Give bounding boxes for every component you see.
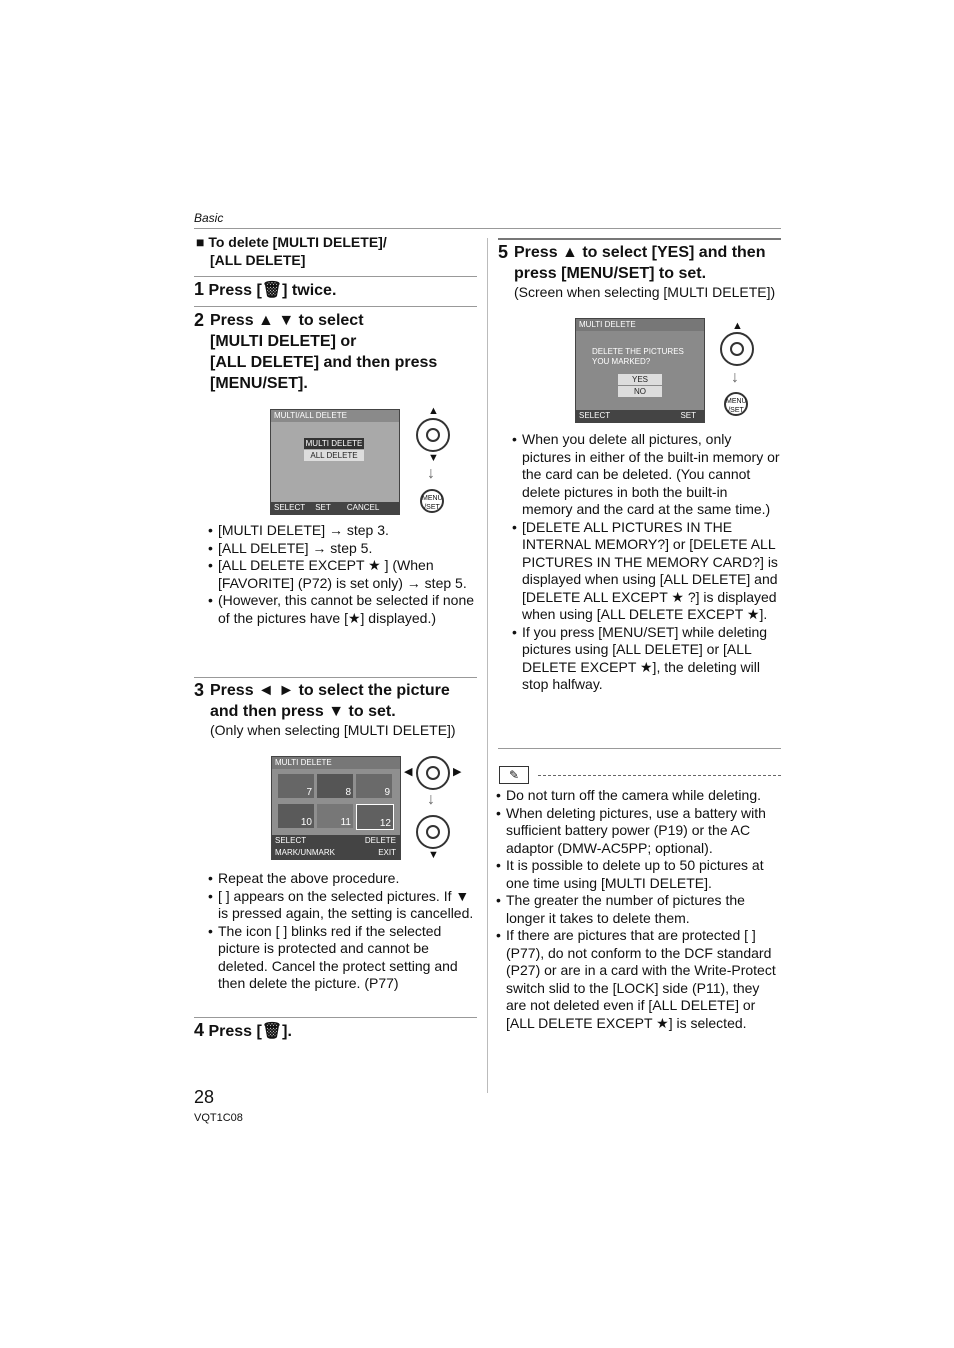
screen-option-no: NO bbox=[618, 386, 662, 397]
down-arrow-icon: ▼ bbox=[428, 849, 439, 861]
list-item: • [ALL DELETE EXCEPT ★ ] (When [FAVORITE] (P72) is set only) → step 5. bbox=[208, 557, 476, 592]
trash-icon: 🗑 bbox=[261, 1023, 283, 1040]
step-5-note: (Screen when selecting [MULTI DELETE]) bbox=[514, 284, 776, 300]
list-item: • [DELETE ALL PICTURES IN THE INTERNAL MEMORY?] or [DELETE ALL PICTURES IN THE MEMORY CARD?] is displayed when using [ALL DELETE] and [DELETE ALL EXCEPT ★ ?] is displayed when using [ALL DELETE EXCEPT ★]. bbox=[512, 519, 780, 624]
camera-screen-multi-all-delete bbox=[270, 409, 400, 515]
screen-footer-exit: EXIT bbox=[378, 848, 396, 857]
step-3-notes bbox=[208, 870, 476, 993]
cursor-dial-icon bbox=[416, 418, 450, 452]
up-arrow-icon: ▲ bbox=[428, 405, 439, 417]
list-item-continuation: • (However, this cannot be selected if none of the pictures have [★] displayed.) bbox=[208, 592, 476, 627]
column-divider bbox=[487, 238, 488, 1093]
screen-footer-set: SET bbox=[680, 411, 696, 420]
step-2-line: [ALL DELETE] and then press bbox=[210, 354, 438, 371]
list-item: • When deleting pictures, use a battery with sufficient battery power (P19) or the AC adaptor (DMW-AC5PP; optional). bbox=[496, 805, 780, 858]
rule bbox=[498, 748, 781, 749]
step-1-text-end: ] twice. bbox=[282, 282, 337, 299]
rule bbox=[194, 677, 477, 678]
list-item: • It is possible to delete up to 50 pictures at one time using [MULTI DELETE]. bbox=[496, 857, 780, 892]
step-4 bbox=[194, 1020, 292, 1042]
step-4-text-end: ]. bbox=[282, 1023, 292, 1040]
sub-heading-line2: [ALL DELETE] bbox=[210, 252, 306, 268]
flow-arrow-icon: ↓ bbox=[427, 791, 435, 808]
screen-question: DELETE THE PICTURES bbox=[592, 347, 684, 356]
step-3-note: (Only when selecting [MULTI DELETE]) bbox=[210, 722, 456, 738]
page-number: 28 bbox=[194, 1087, 215, 1107]
list-item: • If there are pictures that are protected [ ] (P77), do not conform to the DCF standard (P27) or are in a card with the Write-Protect switch slid to the [LOCK] side (P11), they are not deleted even if [ALL DELETE] or [ALL DELETE EXCEPT ★] is selected. bbox=[496, 927, 780, 1032]
step-number: 4 bbox=[194, 1020, 205, 1040]
left-arrow-icon: ◀ bbox=[404, 766, 413, 778]
list-item: • [MULTI DELETE] → step 3. bbox=[208, 522, 476, 540]
list-item: • The icon [ ] blinks red if the selected picture is protected and cannot be deleted. Cancel the protect setting and then delete the picture. (P77) bbox=[208, 923, 476, 993]
screen-option-yes: YES bbox=[618, 374, 662, 385]
step-2-line: [MENU/SET]. bbox=[210, 375, 308, 392]
rule bbox=[194, 306, 477, 307]
screen-footer-mark: MARK/UNMARK bbox=[275, 848, 336, 857]
screen-footer-select: SELECT bbox=[274, 503, 305, 512]
screen-footer-select: SELECT bbox=[275, 836, 307, 845]
step-number: 3 bbox=[194, 680, 205, 700]
notes-list bbox=[496, 787, 780, 1032]
flow-arrow-icon: ↓ bbox=[731, 369, 739, 386]
screen-footer-set: SET bbox=[315, 503, 331, 512]
rule bbox=[194, 276, 477, 277]
step-3-line: and then press ▼ to set. bbox=[210, 703, 396, 720]
rule bbox=[498, 238, 781, 240]
note-icon: ✎ bbox=[499, 766, 529, 784]
step-5-line: Press ▲ to select [YES] and then bbox=[514, 244, 766, 261]
step-2-line: Press ▲ ▼ to select bbox=[210, 312, 364, 329]
flow-arrow-icon: ↓ bbox=[427, 465, 435, 482]
thumbnail-selected: 12 bbox=[356, 804, 394, 830]
thumbnail: 9 bbox=[356, 774, 392, 798]
step-number: 1 bbox=[194, 279, 205, 299]
section-label: Basic bbox=[194, 211, 224, 225]
screen-title: MULTI DELETE bbox=[272, 757, 400, 769]
sub-heading-line1: ■ To delete [MULTI DELETE]/ bbox=[196, 234, 387, 250]
thumbnail: 8 bbox=[317, 774, 353, 798]
right-arrow-icon: ▶ bbox=[453, 766, 462, 778]
camera-screen-confirm bbox=[575, 318, 705, 423]
list-item: • Repeat the above procedure. bbox=[208, 870, 476, 888]
trash-icon: 🗑 bbox=[261, 282, 283, 299]
screen-option: ALL DELETE bbox=[304, 450, 364, 461]
step-1 bbox=[194, 279, 336, 301]
up-arrow-icon: ▲ bbox=[732, 320, 743, 332]
header-rule bbox=[194, 228, 781, 229]
menu-set-button-icon: MENU /SET bbox=[724, 392, 748, 416]
step-1-text: Press [ bbox=[208, 282, 262, 299]
list-item: • [ALL DELETE] → step 5. bbox=[208, 540, 476, 558]
step-2-line: [MULTI DELETE] or bbox=[210, 333, 357, 350]
dashed-rule bbox=[538, 775, 781, 776]
step-number: 2 bbox=[194, 310, 205, 330]
list-item: • Do not turn off the camera while deleting. bbox=[496, 787, 780, 805]
screen-footer-select: SELECT bbox=[579, 411, 611, 420]
cursor-dial-icon bbox=[720, 332, 754, 366]
rule bbox=[194, 1017, 477, 1018]
thumbnail: 7 bbox=[278, 774, 314, 798]
cursor-dial-icon bbox=[416, 756, 450, 790]
screen-question: YOU MARKED? bbox=[592, 357, 651, 366]
list-item: • The greater the number of pictures the longer it takes to delete them. bbox=[496, 892, 780, 927]
camera-screen-multi-delete bbox=[271, 756, 401, 860]
screen-title: MULTI DELETE bbox=[576, 319, 704, 331]
step-5-notes bbox=[512, 431, 780, 694]
thumbnail: 11 bbox=[317, 804, 353, 828]
step-3-line: Press ◄ ► to select the picture bbox=[210, 682, 450, 699]
down-arrow-icon: ▼ bbox=[428, 452, 439, 464]
screen-footer-delete: DELETE bbox=[364, 836, 396, 845]
step-5-line: press [MENU/SET] to set. bbox=[514, 265, 707, 282]
list-item: • When you delete all pictures, only pictures in either of the built-in memory or the card can be deleted. (You cannot delete pictures in both the built-in memory and the card at the same time.) bbox=[512, 431, 780, 519]
screen-title: MULTI/ALL DELETE bbox=[271, 410, 399, 422]
screen-footer-cancel: CANCEL bbox=[346, 503, 380, 512]
list-item: • If you press [MENU/SET] while deleting pictures using [ALL DELETE] or [ALL DELETE EXCEPT ★], the deleting will stop halfway. bbox=[512, 624, 780, 694]
step-2-notes bbox=[208, 522, 476, 627]
doc-code: VQT1C08 bbox=[194, 1112, 243, 1124]
thumbnail: 10 bbox=[278, 804, 314, 828]
step-4-text: Press [ bbox=[208, 1023, 262, 1040]
step-number: 5 bbox=[498, 242, 509, 262]
cursor-dial-icon bbox=[416, 815, 450, 849]
list-item: • [ ] appears on the selected pictures. If ▼ is pressed again, the setting is cancelled. bbox=[208, 888, 476, 923]
menu-set-button-icon: MENU /SET bbox=[420, 489, 444, 513]
screen-option-selected: MULTI DELETE bbox=[305, 439, 363, 448]
